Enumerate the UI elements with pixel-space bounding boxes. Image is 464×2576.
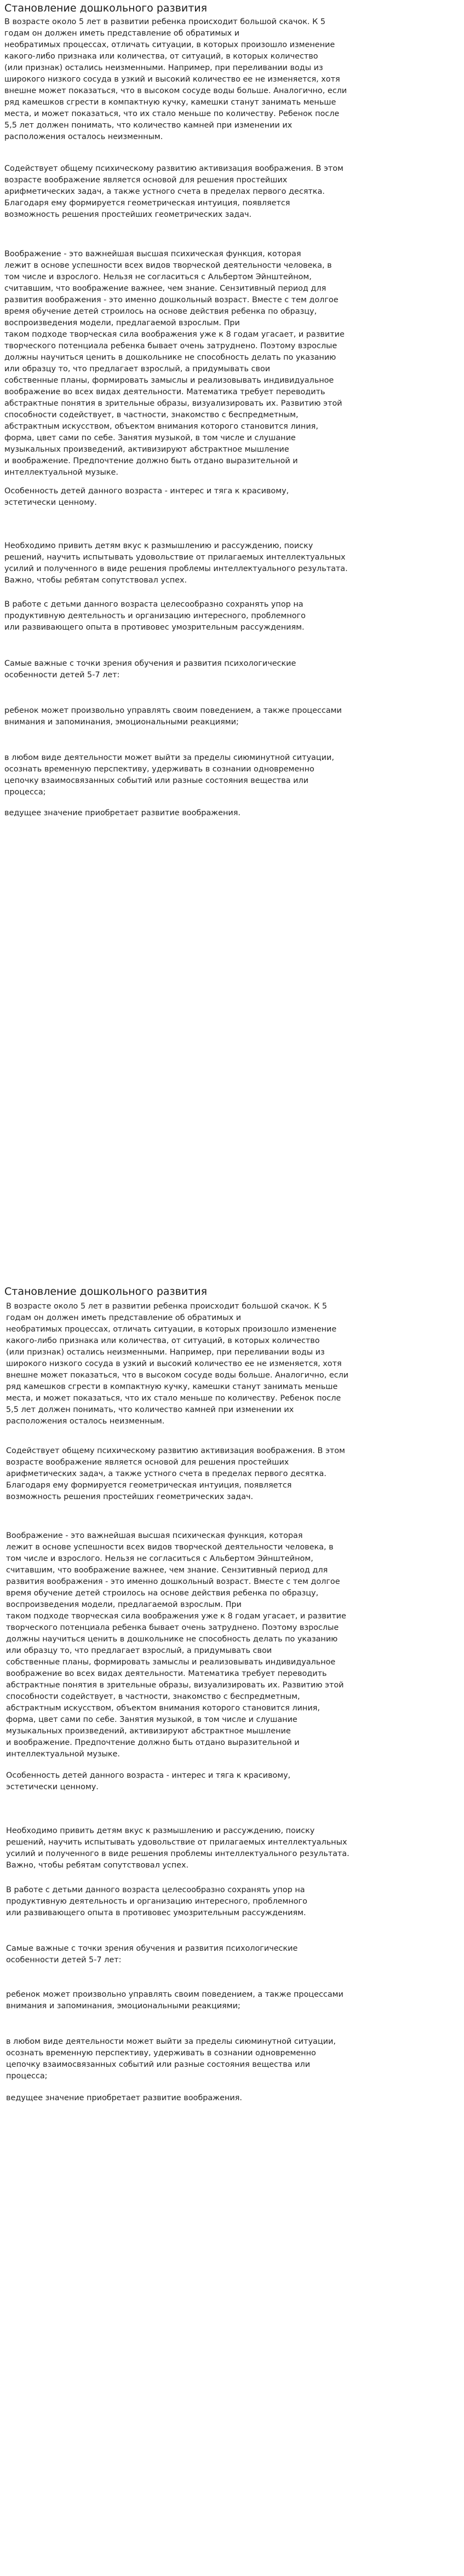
- text-line: ведущее значение приобретает развитие воображения.: [6, 2094, 242, 2102]
- text-line: лежит в основе успешности всех видов творческой деятельности человека, в: [6, 1543, 334, 1552]
- text-line: таком подходе творческая сила воображения уже к 8 годам угасает, и развитие: [4, 330, 345, 339]
- text-line: возможность решения простейших геометрических задач.: [6, 1492, 254, 1501]
- text-line: Особенность детей данного возраста - интерес и тяга к красивому,: [6, 1771, 291, 1780]
- text-line: Важно, чтобы ребятам сопутствовал успех.: [4, 576, 187, 585]
- text-line: внимания и запоминания, эмоциональными реакциями;: [4, 718, 239, 727]
- text-line: усилий и полученного в виде решения проблемы интеллектуального результата.: [4, 564, 348, 573]
- paragraph: [6, 1885, 307, 1919]
- text-line: в любом виде деятельности может выйти за пределы сиюминутной ситуации,: [4, 753, 334, 762]
- text-line: или развивающего опыта в противовес умозрительным рассуждениям.: [4, 623, 305, 632]
- text-line: необратимых процессах, отличать ситуации, в которых произошло изменение: [4, 41, 335, 49]
- text-line: продуктивную деятельность и организацию интересного, проблемного: [4, 612, 306, 620]
- paragraph: [6, 1943, 297, 1966]
- paragraph: [6, 1989, 343, 2012]
- text-line: Самые важные с точки зрения обучения и развития психологические: [4, 659, 296, 668]
- text-line: время обучение детей строилось на основе действия ребенка по образцу,: [6, 1589, 319, 1598]
- text-line: Самые важные с точки зрения обучения и развития психологические: [6, 1944, 298, 1953]
- text-line: Благодаря ему формируется геометрическая интуиция, появляется: [4, 199, 290, 208]
- text-line: возрасте воображение является основой для решения простейших: [4, 176, 288, 185]
- text-line: места, и может показаться, что их стало меньше по количеству. Ребенок после: [6, 1394, 341, 1403]
- text-line: ребенок может произвольно управлять своим поведением, а также процессами: [4, 706, 342, 715]
- text-line: или образцу то, что предлагает взрослый, а придумывать свои: [6, 1646, 272, 1655]
- text-line: воображение во всех видах деятельности. Математика требует переводить: [4, 388, 325, 396]
- text-line: эстетически ценному.: [6, 1783, 99, 1791]
- text-line: процесса;: [6, 2072, 48, 2081]
- text-line: ряд камешков сгрести в компактную кучку, камешки станут занимать меньше: [6, 1382, 338, 1391]
- paragraph: [4, 540, 348, 586]
- text-line: интеллектуальной музыке.: [6, 1750, 120, 1759]
- text-line: или образцу то, что предлагает взрослый, а придумывать свои: [4, 365, 271, 373]
- text-line: ряд камешков сгрести в компактную кучку, камешки станут занимать меньше: [4, 98, 336, 107]
- text-line: или развивающего опыта в противовес умозрительным рассуждениям.: [6, 1909, 306, 1917]
- text-line: В работе с детьми данного возраста целесообразно сохранять упор на: [4, 600, 303, 609]
- text-line: процесса;: [4, 788, 46, 797]
- text-line: Содействует общему психическому развитию активизация воображения. В этом: [6, 1447, 345, 1455]
- text-line: решений, научить испытывать удовольствие от прилагаемых интеллектуальных: [4, 553, 346, 562]
- text-line: в любом виде деятельности может выйти за пределы сиюминутной ситуации,: [6, 2037, 336, 2046]
- text-line: творческого потенциала ребенка бывает очень затруднено. Поэтому взрослые: [4, 342, 337, 350]
- text-line: и воображение. Предпочтение должно быть отдано выразительной и: [6, 1738, 300, 1747]
- paragraph: [4, 163, 343, 221]
- text-line: время обучение детей строилось на основе действия ребенка по образцу,: [4, 307, 317, 316]
- text-line: (или признак) остались неизменными. Например, при переливании воды из: [6, 1348, 325, 1357]
- text-line: места, и может показаться, что их стало меньше по количеству. Ребенок после: [4, 110, 340, 118]
- text-line: какого-либо признака или количества, от ситуаций, в которых количество: [6, 1336, 320, 1345]
- text-line: Необходимо привить детям вкус к размышлению и рассуждению, поиску: [6, 1826, 315, 1835]
- text-line: должны научиться ценить в дошкольнике не способность делать по указанию: [4, 353, 336, 362]
- paragraph: [4, 16, 347, 143]
- text-line: собственные планы, формировать замыслы и реализовывать индивидуальное: [4, 376, 334, 385]
- text-line: осознать временную перспективу, удерживать в сознании одновременно: [4, 765, 314, 774]
- text-line: арифметических задач, а также устного счета в пределах первого десятка.: [6, 1469, 326, 1478]
- section-title: Становление дошкольного развития: [4, 2, 208, 14]
- text-line: цепочку взаимосвязанных событий или разные состояния вещества или: [6, 2060, 311, 2069]
- text-line: творческого потенциала ребенка бывает очень затруднено. Поэтому взрослые: [6, 1623, 339, 1632]
- paragraph: [6, 1825, 350, 1871]
- text-line: расположения осталось неизменным.: [4, 132, 163, 141]
- text-line: должны научиться ценить в дошкольнике не способность делать по указанию: [6, 1635, 338, 1644]
- paragraph: [6, 1301, 348, 1427]
- text-line: расположения осталось неизменным.: [6, 1417, 165, 1426]
- paragraph: [4, 752, 334, 798]
- text-line: какого-либо признака или количества, от ситуаций, в которых количество: [4, 52, 318, 61]
- text-line: развития воображения - это именно дошкольный возраст. Вместе с тем долгое: [4, 296, 339, 304]
- text-line: особенности детей 5-7 лет:: [6, 1956, 122, 1964]
- text-line: 5,5 лет должен понимать, что количество камней при изменении их: [6, 1405, 294, 1414]
- paragraph: [4, 808, 240, 819]
- text-line: внимания и запоминания, эмоциональными реакциями;: [6, 2002, 240, 2010]
- text-line: считавшим, что воображение важнее, чем знание. Сензитивный период для: [6, 1566, 328, 1575]
- text-line: внешне может показаться, что в высоком сосуде воды больше. Аналогично, если: [6, 1371, 349, 1380]
- text-line: воспроизведения модели, предлагаемой взрослым. При: [4, 319, 240, 327]
- text-line: Воображение - это важнейшая высшая психическая функция, которая: [4, 250, 301, 258]
- text-line: особенности детей 5-7 лет:: [4, 671, 120, 679]
- text-line: (или признак) остались неизменными. Например, при переливании воды из: [4, 64, 323, 72]
- text-line: считавшим, что воображение важнее, чем знание. Сензитивный период для: [4, 284, 326, 293]
- text-line: осознать временную перспективу, удерживать в сознании одновременно: [6, 2049, 316, 2058]
- text-line: музыкальных произведений, активизируют абстрактное мышление: [4, 445, 289, 454]
- text-line: арифметических задач, а также устного счета в пределах первого десятка.: [4, 187, 325, 196]
- text-line: В возрасте около 5 лет в развитии ребенка происходит большой скачок. К 5: [6, 1302, 328, 1311]
- text-line: Необходимо привить детям вкус к размышлению и рассуждению, поиску: [4, 541, 313, 550]
- text-line: В работе с детьми данного возраста целесообразно сохранять упор на: [6, 1886, 305, 1894]
- text-line: форма, цвет сами по себе. Занятия музыкой, в том числе и слушание: [6, 1715, 297, 1724]
- text-line: способности содействует, в частности, знакомство с беспредметным,: [4, 411, 299, 419]
- text-line: Воображение - это важнейшая высшая психическая функция, которая: [6, 1531, 303, 1540]
- text-line: развития воображения - это именно дошкольный возраст. Вместе с тем долгое: [6, 1577, 340, 1586]
- text-line: способности содействует, в частности, знакомство с беспредметным,: [6, 1692, 300, 1701]
- text-line: абстрактным искусством, объектом внимания которого становится линия,: [6, 1704, 320, 1713]
- text-line: воображение во всех видах деятельности. Математика требует переводить: [6, 1669, 327, 1678]
- text-line: усилий и полученного в виде решения проблемы интеллектуального результата.: [6, 1849, 350, 1858]
- text-line: том числе и взрослого. Нельзя не согласиться с Альбертом Эйнштейном,: [4, 273, 312, 281]
- text-line: годам он должен иметь представление об обратимых и: [4, 29, 240, 38]
- paragraph: [4, 249, 345, 479]
- text-line: Содействует общему психическому развитию активизация воображения. В этом: [4, 164, 343, 173]
- paragraph: [6, 1445, 345, 1503]
- text-line: музыкальных произведений, активизируют абстрактное мышление: [6, 1727, 291, 1736]
- paragraph: [6, 2093, 242, 2104]
- paragraph: [4, 705, 342, 728]
- section-title: Становление дошкольного развития: [4, 1286, 208, 1298]
- paragraph: [6, 1530, 346, 1760]
- text-line: собственные планы, формировать замыслы и реализовывать индивидуальное: [6, 1658, 336, 1667]
- text-line: необратимых процессах, отличать ситуации, в которых произошло изменение: [6, 1325, 337, 1334]
- text-line: Особенность детей данного возраста - интерес и тяга к красивому,: [4, 487, 289, 495]
- text-line: интеллектуальной музыке.: [4, 468, 118, 477]
- text-line: продуктивную деятельность и организацию интересного, проблемного: [6, 1897, 307, 1906]
- text-line: решений, научить испытывать удовольствие от прилагаемых интеллектуальных: [6, 1838, 347, 1847]
- text-line: ребенок может произвольно управлять своим поведением, а также процессами: [6, 1990, 343, 1999]
- text-line: и воображение. Предпочтение должно быть отдано выразительной и: [4, 457, 298, 465]
- text-line: воспроизведения модели, предлагаемой взрослым. При: [6, 1600, 242, 1609]
- paragraph: [6, 2036, 336, 2082]
- text-line: цепочку взаимосвязанных событий или разные состояния вещества или: [4, 776, 309, 785]
- text-line: том числе и взрослого. Нельзя не согласиться с Альбертом Эйнштейном,: [6, 1554, 313, 1563]
- text-line: лежит в основе успешности всех видов творческой деятельности человека, в: [4, 261, 332, 270]
- text-line: Благодаря ему формируется геометрическая интуиция, появляется: [6, 1481, 292, 1490]
- text-line: 5,5 лет должен понимать, что количество камней при изменении их: [4, 121, 293, 130]
- text-line: абстрактным искусством, объектом внимания которого становится линия,: [4, 422, 318, 431]
- text-line: годам он должен иметь представление об обратимых и: [6, 1313, 242, 1322]
- text-line: ведущее значение приобретает развитие воображения.: [4, 809, 240, 817]
- text-line: возможность решения простейших геометрических задач.: [4, 210, 252, 219]
- text-line: абстрактные понятия в зрительные образы, визуализировать их. Развитию этой: [4, 399, 342, 408]
- text-line: широкого низкого сосуда в узкий и высокий количество ее не изменяется, хотя: [6, 1359, 342, 1368]
- paragraph: [4, 599, 306, 633]
- text-line: внешне может показаться, что в высоком сосуде воды больше. Аналогично, если: [4, 87, 347, 95]
- text-line: широкого низкого сосуда в узкий и высокий количество ее не изменяется, хотя: [4, 75, 340, 84]
- text-line: В возрасте около 5 лет в развитии ребенка происходит большой скачок. К 5: [4, 18, 326, 26]
- text-line: форма, цвет сами по себе. Занятия музыкой, в том числе и слушание: [4, 434, 296, 442]
- text-line: абстрактные понятия в зрительные образы, визуализировать их. Развитию этой: [6, 1681, 344, 1690]
- paragraph: [4, 486, 289, 509]
- paragraph: [4, 658, 296, 681]
- paragraph: [6, 1770, 290, 1793]
- text-line: Важно, чтобы ребятам сопутствовал успех.: [6, 1861, 189, 1870]
- text-line: возрасте воображение является основой для решения простейших: [6, 1458, 289, 1467]
- text-line: таком подходе творческая сила воображения уже к 8 годам угасает, и развитие: [6, 1612, 346, 1621]
- text-line: эстетически ценному.: [4, 498, 97, 507]
